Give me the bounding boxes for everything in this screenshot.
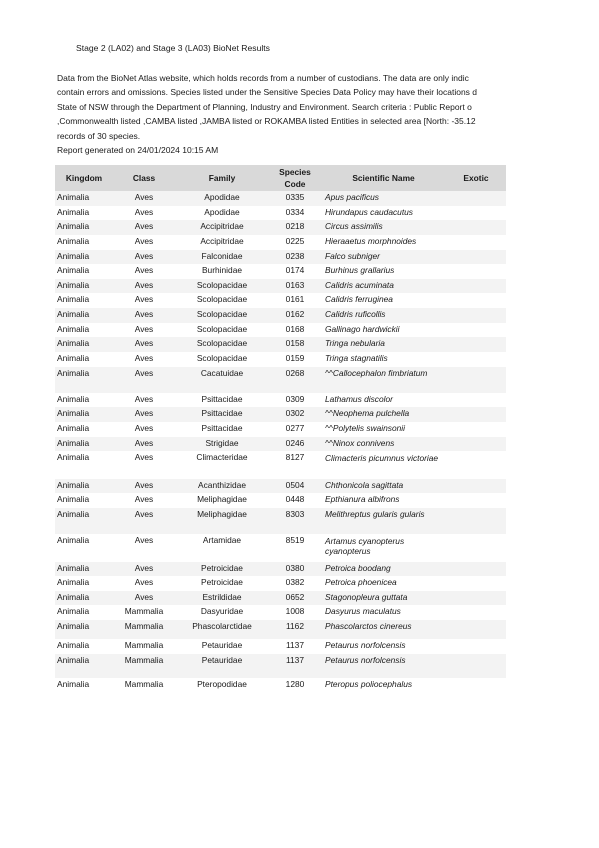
- kingdom-cell: Animalia: [55, 220, 113, 235]
- family-cell: Scolopacidae: [196, 294, 248, 305]
- species-code-cell: 0277: [285, 422, 305, 433]
- table-row: [55, 479, 506, 494]
- table-row: [55, 451, 506, 479]
- report-generated-line: Report generated on 24/01/2024 10:15 AM: [57, 145, 219, 156]
- species-code-cell: 0448: [285, 494, 305, 505]
- class-cell: Aves: [113, 191, 175, 206]
- scientific-name-cell: Chthonicola sagittata: [321, 479, 446, 494]
- family-cell: Scolopacidae: [196, 353, 248, 364]
- family-cell: Petauridae: [175, 654, 269, 678]
- scientific-name-cell: Calidris acuminata: [321, 279, 446, 294]
- kingdom-cell: Animalia: [55, 591, 113, 606]
- class-cell: Aves: [113, 220, 175, 235]
- species-code-cell: 8127: [285, 452, 305, 463]
- family-cell: Dasyuridae: [200, 606, 244, 617]
- table-row: [55, 367, 506, 393]
- scientific-name-cell: Tringa stagnatilis: [325, 353, 388, 364]
- scientific-name-cell: Gallinago hardwickii: [325, 323, 400, 334]
- class-cell: Aves: [113, 279, 175, 294]
- exotic-cell: [446, 337, 506, 352]
- family-cell: Artamidae: [202, 535, 242, 546]
- table-row: [55, 279, 506, 294]
- table-row: [55, 407, 506, 422]
- table-row: [55, 206, 506, 221]
- species-code-cell: 0218: [269, 220, 321, 235]
- species-code-cell: 1137: [285, 640, 304, 651]
- class-cell: Aves: [113, 437, 175, 452]
- class-cell: Mammalia: [113, 654, 175, 678]
- header-scientific-name: Scientific Name: [321, 165, 446, 191]
- table-row: [55, 220, 506, 235]
- table-row: [55, 235, 506, 250]
- family-cell: Accipitridae: [200, 235, 244, 246]
- class-cell: Aves: [113, 308, 175, 323]
- family-cell: Scolopacidae: [175, 308, 269, 323]
- exotic-cell: [446, 220, 506, 235]
- class-cell: Aves: [113, 591, 175, 606]
- species-code-cell: 0158: [269, 337, 321, 352]
- header-species-code: Species Code: [269, 165, 321, 191]
- species-code-cell: 0162: [269, 308, 321, 323]
- exotic-cell: [446, 393, 506, 408]
- class-cell: Aves: [113, 562, 175, 577]
- table-row: [55, 576, 506, 591]
- exotic-cell: [446, 293, 506, 308]
- family-cell: Climacteridae: [196, 452, 248, 463]
- scientific-name-cell: Epthianura albifrons: [325, 494, 400, 505]
- exotic-cell: [446, 639, 506, 654]
- kingdom-cell: Animalia: [57, 323, 90, 334]
- header-kingdom: Kingdom: [55, 165, 113, 191]
- intro-line: contain errors and omissions. Species listed under the Sensitive Species Data Policy may have their locations d: [57, 87, 478, 98]
- scientific-name-cell: ^^Polytelis swainsonii: [325, 422, 406, 433]
- kingdom-cell: Animalia: [55, 437, 113, 452]
- exotic-cell: [446, 620, 506, 639]
- exotic-cell: [446, 479, 506, 494]
- exotic-cell: [446, 191, 506, 206]
- scientific-name-cell: Petroica boodang: [321, 562, 446, 577]
- exotic-cell: [446, 250, 506, 265]
- scientific-name-cell: Pteropus poliocephalus: [325, 678, 413, 689]
- header-class: Class: [113, 165, 175, 191]
- class-cell: Aves: [134, 323, 154, 334]
- class-cell: Aves: [113, 479, 175, 494]
- exotic-cell: [446, 422, 506, 437]
- kingdom-cell: Animalia: [57, 353, 90, 364]
- exotic-cell: [446, 437, 506, 452]
- exotic-cell: [446, 678, 506, 693]
- scientific-name-cell: Petaurus norfolcensis: [321, 654, 446, 678]
- species-code-cell: 0174: [285, 265, 305, 276]
- kingdom-cell: Animalia: [55, 654, 113, 678]
- species-code-cell: 0225: [285, 235, 305, 246]
- table-row: [55, 250, 506, 265]
- family-cell: Falconidae: [175, 250, 269, 265]
- exotic-cell: [446, 407, 506, 422]
- table-row: [55, 605, 506, 620]
- kingdom-cell: Animalia: [57, 606, 90, 617]
- table-row: [55, 393, 506, 408]
- scientific-name-cell: Hirundapus caudacutus: [325, 206, 413, 217]
- table-row: [55, 191, 506, 206]
- kingdom-cell: Animalia: [57, 678, 90, 689]
- table-row: [55, 264, 506, 279]
- class-cell: Aves: [134, 265, 154, 276]
- table-row: [55, 323, 506, 338]
- exotic-cell: [446, 206, 506, 221]
- document-title: Stage 2 (LA02) and Stage 3 (LA03) BioNet Results: [76, 43, 270, 53]
- exotic-cell: [446, 235, 506, 250]
- species-code-cell: 0161: [285, 294, 305, 305]
- exotic-cell: [446, 654, 506, 678]
- class-cell: Aves: [134, 577, 154, 588]
- intro-line: State of NSW through the Department of Planning, Industry and Environment. Search criteria : Public Report o: [57, 101, 472, 112]
- family-cell: Strigidae: [175, 437, 269, 452]
- table-row: [55, 337, 506, 352]
- species-code-cell: 1162: [269, 620, 321, 639]
- species-code-cell: 0168: [285, 323, 305, 334]
- kingdom-cell: Animalia: [55, 562, 113, 577]
- exotic-cell: [446, 562, 506, 577]
- class-cell: Aves: [134, 294, 154, 305]
- family-cell: Burhinidae: [201, 265, 243, 276]
- family-cell: Scolopacidae: [175, 279, 269, 294]
- family-cell: Apodidae: [204, 206, 240, 217]
- table-row: [55, 422, 506, 437]
- table-row: [55, 308, 506, 323]
- species-code-cell: 1008: [285, 606, 305, 617]
- kingdom-cell: Animalia: [57, 206, 90, 217]
- species-code-cell: 0268: [269, 367, 321, 393]
- scientific-name-cell: Phascolarctos cinereus: [321, 620, 446, 639]
- species-code-cell: 0504: [269, 479, 321, 494]
- species-code-cell: 0246: [269, 437, 321, 452]
- family-cell: Psittacidae: [201, 422, 243, 433]
- kingdom-cell: Animalia: [57, 294, 90, 305]
- scientific-name-cell: Calidris ferruginea: [325, 294, 393, 305]
- scientific-name-cell: Lathamus discolor: [325, 393, 393, 404]
- kingdom-cell: Animalia: [55, 479, 113, 494]
- species-code-cell: 0159: [285, 353, 305, 364]
- family-cell: Estrildidae: [175, 591, 269, 606]
- species-code-cell: 0309: [285, 393, 305, 404]
- species-code-cell: 1137: [269, 654, 321, 678]
- species-code-cell: 0382: [285, 577, 305, 588]
- results-table: [55, 165, 506, 692]
- kingdom-cell: Animalia: [55, 337, 113, 352]
- family-cell: Pteropodidae: [197, 678, 247, 689]
- species-code-cell: 0335: [269, 191, 321, 206]
- kingdom-cell: Animalia: [55, 308, 113, 323]
- scientific-name-cell: Melithreptus gularis gularis: [321, 508, 446, 534]
- family-cell: Psittacidae: [175, 407, 269, 422]
- kingdom-cell: Animalia: [55, 508, 113, 534]
- species-code-cell: 0380: [269, 562, 321, 577]
- table-row: [55, 562, 506, 577]
- family-cell: Scolopacidae: [175, 337, 269, 352]
- scientific-name-cell: Dasyurus maculatus: [325, 606, 401, 617]
- intro-line: Data from the BioNet Atlas website, which holds records from a number of custodians. The data are only indic: [57, 73, 469, 83]
- family-cell: Petauridae: [201, 640, 243, 651]
- kingdom-cell: Animalia: [57, 422, 90, 433]
- scientific-name-cell: Hieraaetus morphnoides: [325, 235, 417, 246]
- table-row: [55, 591, 506, 606]
- scientific-name-cell: Artamus cyanopterus cyanopterus: [325, 535, 405, 557]
- class-cell: Aves: [134, 235, 154, 246]
- kingdom-cell: Animalia: [55, 191, 113, 206]
- header-exotic: Exotic: [446, 165, 506, 191]
- species-code-cell: 0652: [269, 591, 321, 606]
- class-cell: Aves: [113, 367, 175, 393]
- table-header-row: [55, 165, 506, 191]
- kingdom-cell: Animalia: [55, 367, 113, 393]
- scientific-name-cell: Stagonopleura guttata: [321, 591, 446, 606]
- family-cell: Accipitridae: [175, 220, 269, 235]
- family-cell: Phascolarctidae: [175, 620, 269, 639]
- exotic-cell: [446, 493, 506, 508]
- table-row: [55, 493, 506, 508]
- class-cell: Aves: [134, 494, 154, 505]
- exotic-cell: [446, 451, 506, 479]
- table-row: [55, 654, 506, 678]
- family-cell: Acanthizidae: [175, 479, 269, 494]
- family-cell: Meliphagidae: [175, 508, 269, 534]
- scientific-name-cell: Calidris ruficollis: [321, 308, 446, 323]
- class-cell: Mammalia: [124, 640, 164, 651]
- scientific-name-cell: Circus assimilis: [321, 220, 446, 235]
- intro-line: ,Commonwealth listed ,CAMBA listed ,JAMBA listed or ROKAMBA listed Entities in selected area [North: -35.12: [57, 116, 476, 127]
- family-cell: Cacatuidae: [175, 367, 269, 393]
- family-cell: Scolopacidae: [196, 323, 248, 334]
- species-code-cell: 0238: [269, 250, 321, 265]
- scientific-name-cell: Petaurus norfolcensis: [325, 640, 406, 651]
- species-code-cell: 1280: [285, 678, 305, 689]
- kingdom-cell: Animalia: [55, 620, 113, 639]
- kingdom-cell: Animalia: [57, 640, 90, 651]
- table-row: [55, 620, 506, 639]
- kingdom-cell: Animalia: [57, 452, 90, 463]
- exotic-cell: [446, 323, 506, 338]
- exotic-cell: [446, 534, 506, 562]
- exotic-cell: [446, 508, 506, 534]
- class-cell: Aves: [113, 407, 175, 422]
- exotic-cell: [446, 576, 506, 591]
- exotic-cell: [446, 352, 506, 367]
- kingdom-cell: Animalia: [57, 393, 90, 404]
- exotic-cell: [446, 264, 506, 279]
- class-cell: Aves: [134, 452, 154, 463]
- family-cell: Petroicidae: [201, 577, 243, 588]
- species-code-cell: 0163: [269, 279, 321, 294]
- class-cell: Aves: [113, 337, 175, 352]
- header-family: Family: [175, 165, 269, 191]
- kingdom-cell: Animalia: [57, 235, 90, 246]
- species-code-cell: 0334: [285, 206, 305, 217]
- class-cell: Aves: [134, 422, 154, 433]
- scientific-name-cell: Falco subniger: [321, 250, 446, 265]
- kingdom-cell: Animalia: [55, 279, 113, 294]
- kingdom-cell: Animalia: [57, 265, 90, 276]
- scientific-name-cell: Petroica phoenicea: [325, 577, 397, 588]
- class-cell: Mammalia: [113, 620, 175, 639]
- scientific-name-cell: ^^Ninox connivens: [321, 437, 446, 452]
- scientific-name-cell: Burhinus grallarius: [325, 265, 395, 276]
- exotic-cell: [446, 367, 506, 393]
- kingdom-cell: Animalia: [55, 250, 113, 265]
- species-code-cell: 8519: [285, 535, 305, 546]
- class-cell: Mammalia: [124, 678, 164, 689]
- intro-line: records of 30 species.: [57, 130, 141, 141]
- class-cell: Aves: [113, 250, 175, 265]
- kingdom-cell: Animalia: [57, 535, 90, 546]
- table-row: [55, 678, 506, 693]
- intro-paragraph: [57, 71, 509, 157]
- class-cell: Aves: [113, 508, 175, 534]
- kingdom-cell: Animalia: [57, 494, 90, 505]
- kingdom-cell: Animalia: [55, 407, 113, 422]
- kingdom-cell: Animalia: [57, 577, 90, 588]
- table-row: [55, 508, 506, 534]
- exotic-cell: [446, 605, 506, 620]
- family-cell: Meliphagidae: [197, 494, 247, 505]
- family-cell: Petroicidae: [175, 562, 269, 577]
- species-code-cell: 0302: [269, 407, 321, 422]
- class-cell: Aves: [134, 393, 154, 404]
- table-row: [55, 352, 506, 367]
- family-cell: Apodidae: [175, 191, 269, 206]
- scientific-name-cell: Apus pacificus: [321, 191, 446, 206]
- scientific-name-cell: Climacteris picumnus victoriae: [325, 452, 439, 463]
- table-row: [55, 437, 506, 452]
- scientific-name-cell: Tringa nebularia: [321, 337, 446, 352]
- exotic-cell: [446, 591, 506, 606]
- class-cell: Mammalia: [124, 606, 164, 617]
- family-cell: Psittacidae: [201, 393, 243, 404]
- class-cell: Aves: [134, 535, 154, 546]
- exotic-cell: [446, 279, 506, 294]
- table-row: [55, 639, 506, 654]
- scientific-name-cell: ^^Callocephalon fimbriatum: [321, 367, 446, 393]
- table-row: [55, 293, 506, 308]
- scientific-name-cell: ^^Neophema pulchella: [321, 407, 446, 422]
- class-cell: Aves: [134, 353, 154, 364]
- exotic-cell: [446, 308, 506, 323]
- class-cell: Aves: [134, 206, 154, 217]
- table-row: [55, 534, 506, 562]
- species-code-cell: 8303: [269, 508, 321, 534]
